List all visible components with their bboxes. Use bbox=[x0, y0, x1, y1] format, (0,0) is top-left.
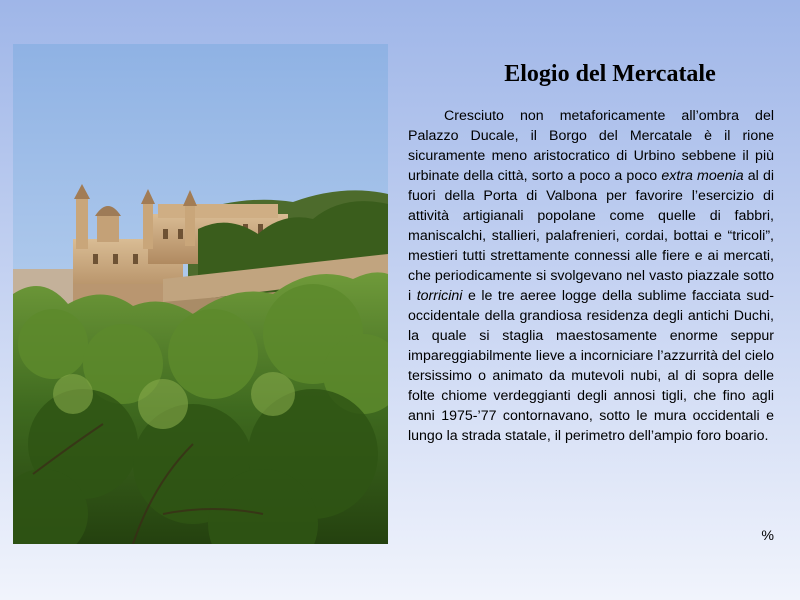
footer-mark: % bbox=[761, 528, 774, 544]
slide-title: Elogio del Mercatale bbox=[504, 61, 716, 87]
text-run-italic: extra moenia bbox=[661, 168, 744, 184]
body-paragraph bbox=[408, 106, 774, 446]
text-run-italic: torricini bbox=[416, 288, 463, 304]
palace-photo bbox=[13, 44, 388, 544]
text-run: e le tre aeree logge della sublime facciata sud-occidentale della grandiosa residenza degli antichi Duchi, la quale si staglia maestosamente enorme seppur impareggiabilmente lieve a incorniciare l’azzurrità del cielo tersissimo o animato da mutevoli nubi, al di sopra delle folte chiome verdeggianti degli annosi tigli, che fino agli anni 1975-’77 contornavano, sotto le mura occidentali e lungo la strada statale, il perimetro dell’ampio foro boario. bbox=[408, 288, 775, 444]
text-run: Cresciuto non metaforicamente all’ombra del Palazzo Ducale, il Borgo del Mercatale è il rione sicuramente meno aristocratico di Urbino sebbene il più urbinate della città, sorto a poco a poco bbox=[408, 108, 774, 184]
text-run: al di fuori della Porta di Valbona per favorire l’esercizio di attività artigianali popolane come quelle di fabbri, maniscalchi, stallieri, palafrenieri, cordai, bottai e “tricoli”, mestieri tutti strettamente connessi alle fiere e ai mercati, che periodicamente si svolgevano nel vasto piazzale sotto i bbox=[408, 168, 775, 304]
